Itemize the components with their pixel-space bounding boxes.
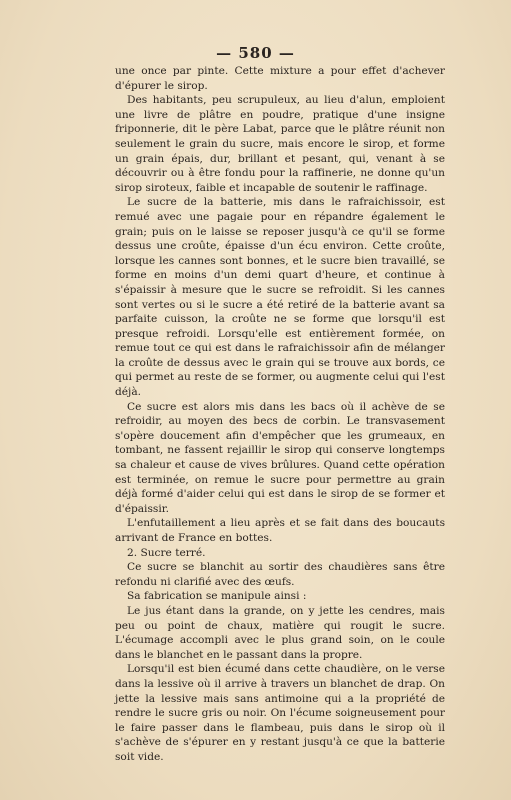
paragraph: Ce sucre se blanchit au sortir des chaudières sans être refondu ni clarifié avec des œufs. [115, 561, 445, 588]
paragraph: une once par pinte. Cette mixture a pour effet d'achever d'épurer le sirop. [115, 65, 445, 92]
paragraph: Des habitants, peu scrupuleux, au lieu d'alun, emploient une livre de plâtre en poudre, pratique d'une insigne friponnerie, dit le père Labat, parce que le plâtre réunit non seulement le grain du sucre, mais encore le sirop, et forme un grain épais, dur, brillant et pesant, qui, venant à se découvrir ou à être fondu pour la raffinerie, ne donne qu'un sirop siroteux, faible et incapable de soutenir le raffinage. [115, 94, 445, 194]
paragraph: Ce sucre est alors mis dans les bacs où il achève de se refroidir, au moyen des becs de corbin. Le transvasement s'opère doucement afin d'empêcher que les grumeaux, en tombant, ne fassent rejaillir le sirop qui conserve longtemps sa chaleur et cause de vives brûlures. Quand cette opération est terminée, on remue le sucre pour permettre au grain déjà formé d'aider celui qui est dans le sirop de se former et d'épaissir. [115, 400, 445, 515]
paragraph: 2. Sucre terré. [127, 546, 206, 559]
paragraph: Sa fabrication se manipule ainsi : [127, 590, 307, 603]
paragraph: Le sucre de la batterie, mis dans le rafraichissoir, est remué avec une pagaie pour en répandre également le grain; puis on le laisse se reposer jusqu'à ce qu'il se forme dessus une croûte, épaisse d'un écu environ. Cette croûte, lorsque les cannes sont bonnes, et le sucre bien travaillé, se forme en moins d'un demi quart d'heure, et continue à s'épaissir à mesure que le sucre se refroidit. Si les cannes sont vertes ou si le sucre a été retiré de la batterie avant sa parfaite cuisson, la croûte ne se forme que lorsqu'il est presque refroidi. Lorsqu'elle est entièrement formée, on remue tout ce qui est dans le rafraichissoir afin de mélanger la croûte de dessus avec le grain qui se trouve aux bords, ce qui permet au reste de se former, ou augmente celui qui l'est déjà. [115, 196, 445, 399]
paragraph: Lorsqu'il est bien écumé dans cette chaudière, on le verse dans la lessive où il arrive à travers un blanchet de drap. On jette la lessive mais sans antimoine qui a la propriété de rendre le sucre gris ou noir. On l'écume soigneusement pour le faire passer dans le flambeau, puis dans le sirop où il s'achève de s'épurer en y restant jusqu'à ce que la batterie soit vide. [115, 663, 445, 763]
page-number: — 580 — [216, 44, 295, 62]
page-body [115, 64, 445, 765]
paragraph: Le jus étant dans la grande, on y jette les cendres, mais peu ou point de chaux, matière qui rougit le sucre. L'écumage accompli avec le plus grand soin, on le coule dans le blanchet en le passant dans la propre. [115, 604, 445, 661]
paragraph: L'enfutaillement a lieu après et se fait dans des boucauts arrivant de France en bottes. [115, 517, 445, 544]
